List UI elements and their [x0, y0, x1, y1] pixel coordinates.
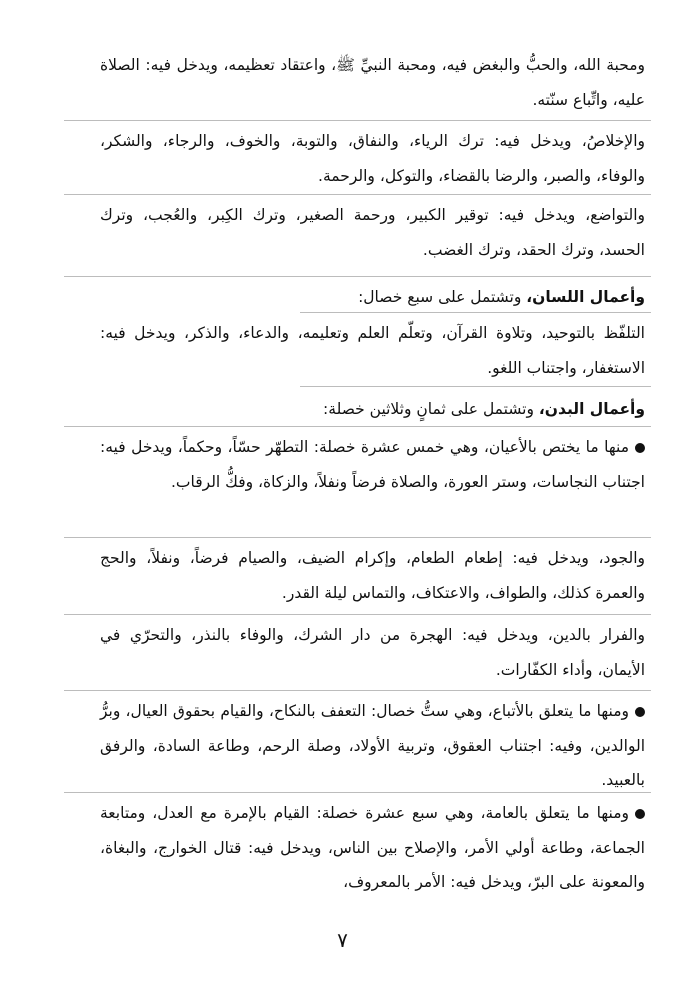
separator-rule [64, 537, 651, 538]
bullet-icon [635, 443, 645, 453]
paragraph-body: منها ما يختص بالأعيان، وهي خمس عشرة خصلة: التطهّر حسّاً، وحكماً، ويدخل فيه: اجتناب النجاسات، وستر العورة، والصلاة فرضاً ونفلاً، والزكاة، وفكُّ الرقاب. [100, 438, 645, 491]
paragraph-love-of-allah [100, 48, 645, 117]
paragraph-text: التلفّظ بالتوحيد، وتلاوة القرآن، وتعلّم العلم وتعليمه، والدعاء، والذكر، ويدخل فيه: الاستغفار، واجتناب اللغو. [100, 324, 645, 377]
paragraph-text [100, 280, 645, 315]
paragraph-fleeing-with-religion [100, 618, 645, 687]
separator-rule [64, 194, 651, 195]
page-number: ٧ [337, 928, 348, 952]
paragraph-followers-deeds [100, 694, 645, 798]
heading-body-deeds [100, 392, 645, 427]
paragraph-tongue-items [100, 316, 645, 385]
section-lead: وأعمال البدن، [538, 400, 645, 418]
separator-rule [64, 792, 651, 793]
bullet-icon [635, 707, 645, 717]
separator-rule [64, 120, 651, 121]
paragraph-body: ومنها ما يتعلق بالعامة، وهي سبع عشرة خصلة: القيام بالإمرة مع العدل، ومتابعة الجماعة، وطاعة أولي الأمر، والإصلاح بين الناس، ويدخل فيه: قتال الخوارج، والبغاة، والمعونة على البرّ، ويدخل فيه: الأمر بالمعروف، [100, 804, 645, 891]
paragraph-text: والفرار بالدين، ويدخل فيه: الهجرة من دار الشرك، والوفاء بالنذر، والتحرّي في الأيمان، وأداء الكفّارات. [100, 626, 645, 679]
separator-rule [300, 312, 651, 313]
paragraph-public-deeds [100, 796, 645, 900]
section-lead-rest: وتشتمل على ثمانٍ وثلاثين خصلة: [323, 400, 539, 418]
heading-tongue-deeds [100, 280, 645, 315]
paragraph-text: والتواضع، ويدخل فيه: توقير الكبير، ورحمة الصغير، وترك الكِبر، والعُجب، وترك الحسد، وترك الحقد، وترك الغضب. [100, 206, 645, 259]
paragraph-text [100, 392, 645, 427]
paragraph-text: والجود، ويدخل فيه: إطعام الطعام، وإكرام الضيف، والصيام فرضاً، ونفلاً، والحج والعمرة كذلك، والطواف، والاعتكاف، والتماس ليلة القدر. [100, 549, 645, 602]
separator-rule [64, 614, 651, 615]
paragraph-humility [100, 198, 645, 267]
paragraph-text [100, 694, 645, 798]
paragraph-body: ومنها ما يتعلق بالأتباع، وهي ستُّ خصال: التعفف بالنكاح، والقيام بحقوق العيال، وبرُّ الوالدين، وفيه: اجتناب العقوق، وتربية الأولاد، وصلة الرحم، وطاعة السادة، والرفق بالعبيد. [100, 702, 645, 789]
paragraph-text: ومحبة الله، والحبُّ والبغض فيه، ومحبة النبيِّ ﷺ، واعتقاد تعظيمه، ويدخل فيه: الصلاة عليه، واتِّباع سنّته. [100, 56, 645, 109]
separator-rule [300, 386, 651, 387]
paragraph-text [100, 430, 645, 499]
paragraph-text: والإخلاصُ، ويدخل فيه: ترك الرياء، والنفاق، والتوبة، والخوف، والرجاء، والشكر، والوفاء، والصبر، والرضا بالقضاء، والتوكل، والرحمة. [100, 132, 645, 185]
paragraph-generosity [100, 541, 645, 610]
paragraph-individual-deeds [100, 430, 645, 499]
separator-rule [64, 276, 651, 277]
section-lead-rest: وتشتمل على سبع خصال: [358, 288, 527, 306]
paragraph-text [100, 796, 645, 900]
section-lead: وأعمال اللسان، [526, 288, 645, 306]
bullet-icon [635, 809, 645, 819]
separator-rule [64, 690, 651, 691]
paragraph-sincerity [100, 124, 645, 193]
separator-rule [64, 426, 651, 427]
